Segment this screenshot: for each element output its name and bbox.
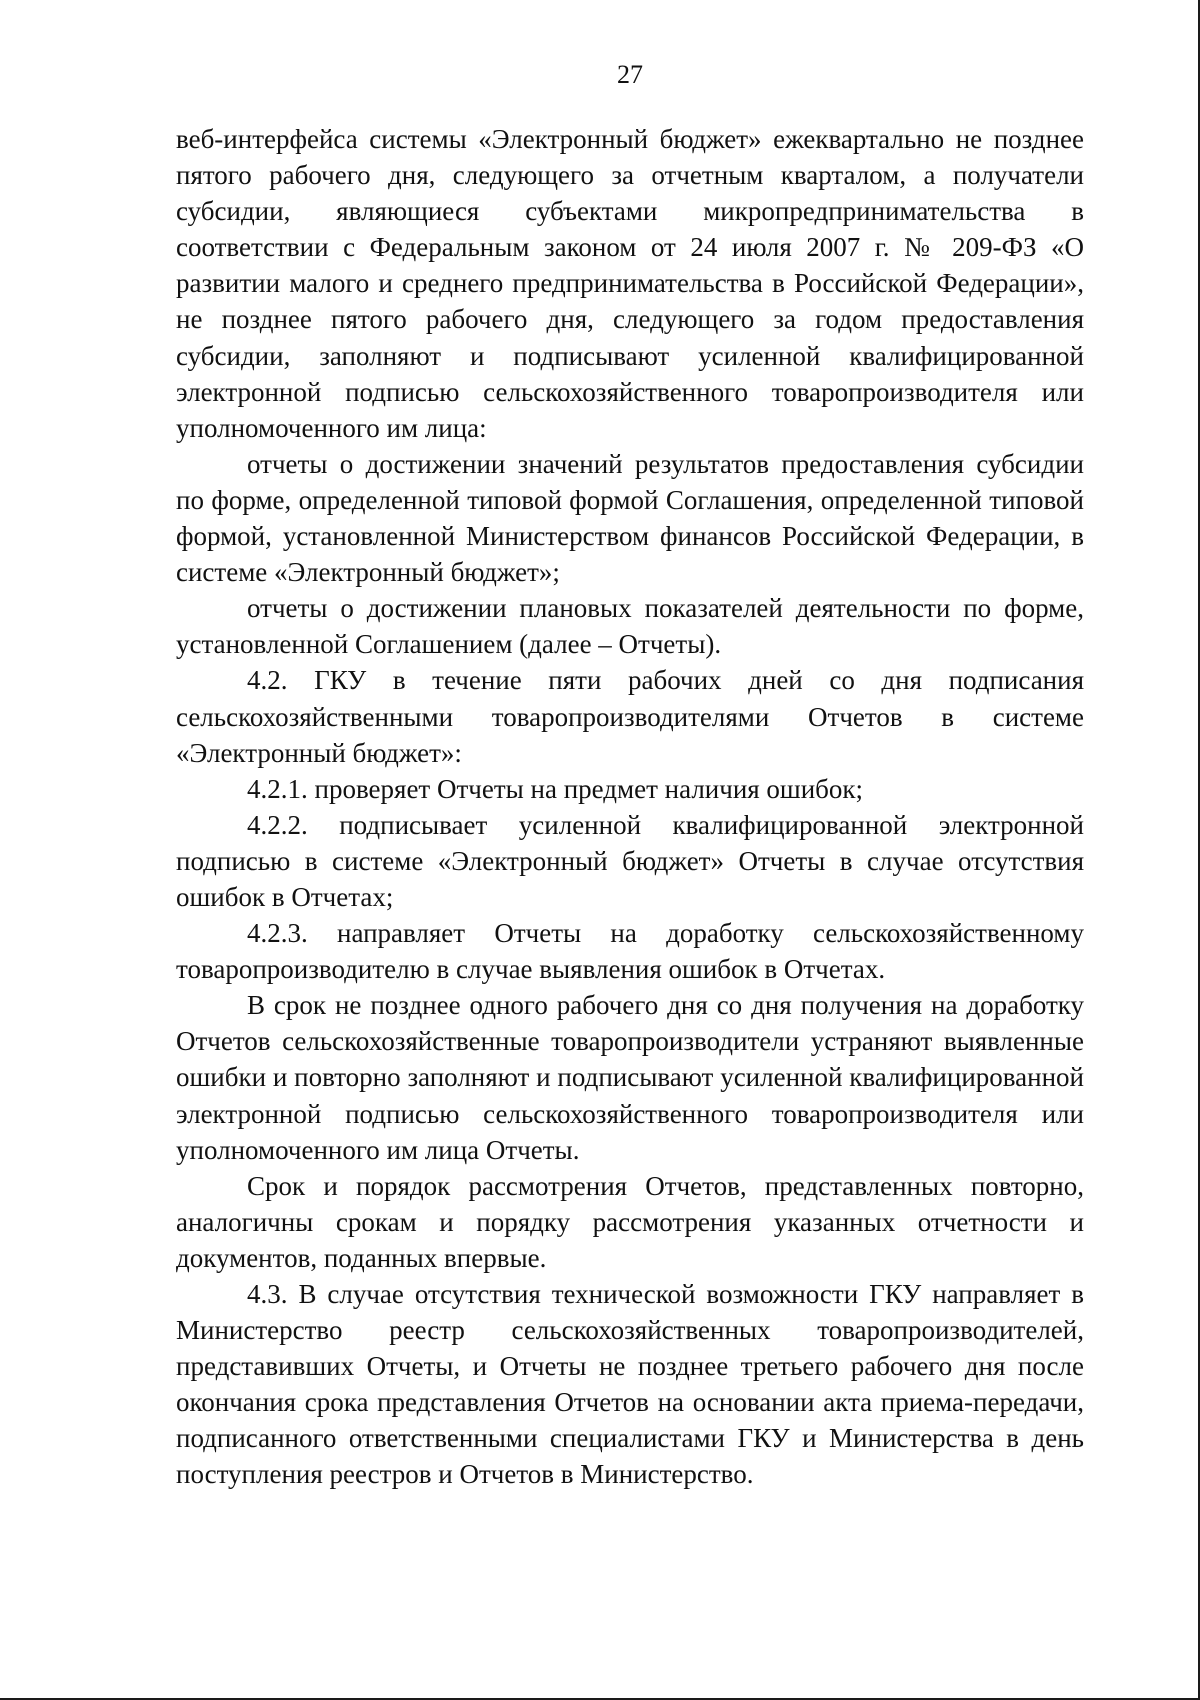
- paragraph: веб-интерфейса системы «Электронный бюджет» ежеквартально не позднее пятого рабочего дня, следующего за отчетным кварталом, а получатели субсидии, являющиеся субъектами микропредпринимательства в соответствии с Федеральным законом от 24 июля 2007 г. № 209-ФЗ «О развитии малого и среднего предпринимательства в Российской Федерации», не позднее пятого рабочего дня, следующего за годом предоставления субсидии, заполняют и подписывают усиленной квалифицированной электронной подписью сельскохозяйственного товаропроизводителя или уполномоченного им лица:: [176, 124, 1084, 443]
- paragraph: 4.2. ГКУ в течение пяти рабочих дней со дня подписания сельскохозяйственными товаропроизводителями Отчетов в системе «Электронный бюджет»:: [176, 665, 1084, 768]
- paragraph: В срок не позднее одного рабочего дня со дня получения на доработку Отчетов сельскохозяйственные товаропроизводители устраняют выявленные ошибки и повторно заполняют и подписывают усиленной квалифицированной электронной подписью сельскохозяйственного товаропроизводителя или уполномоченного им лица Отчеты.: [176, 990, 1084, 1165]
- paragraph: 4.2.1. проверяет Отчеты на предмет наличия ошибок;: [247, 773, 864, 804]
- paragraph: отчеты о достижении плановых показателей деятельности по форме, установленной Соглашением (далее – Отчеты).: [176, 593, 1084, 660]
- paragraph: 4.2.2. подписывает усиленной квалифицированной электронной подписью в системе «Электронный бюджет» Отчеты в случае отсутствия ошибок в Отчетах;: [176, 809, 1084, 912]
- paragraph: 4.3. В случае отсутствия технической возможности ГКУ направляет в Министерство реестр сельскохозяйственных товаропроизводителей, представивших Отчеты, и Отчеты не позднее третьего рабочего дня после окончания срока представления Отчетов на основании акта приема-передачи, подписанного ответственными специалистами ГКУ и Министерства в день поступления реестров и Отчетов в Министерство.: [176, 1279, 1084, 1490]
- paragraph: отчеты о достижении значений результатов предоставления субсидии по форме, определенной типовой формой Соглашения, определенной типовой формой, установленной Министерством финансов Российской Федерации, в системе «Электронный бюджет»;: [176, 448, 1084, 588]
- page-number: 27: [617, 60, 643, 89]
- paragraph: 4.2.3. направляет Отчеты на доработку сельскохозяйственному товаропроизводителю в случае выявления ошибок в Отчетах.: [176, 918, 1084, 985]
- paragraph: Срок и порядок рассмотрения Отчетов, представленных повторно, аналогичны срокам и порядку рассмотрения указанных отчетности и документов, поданных впервые.: [176, 1170, 1084, 1273]
- document-body: [176, 121, 1084, 1493]
